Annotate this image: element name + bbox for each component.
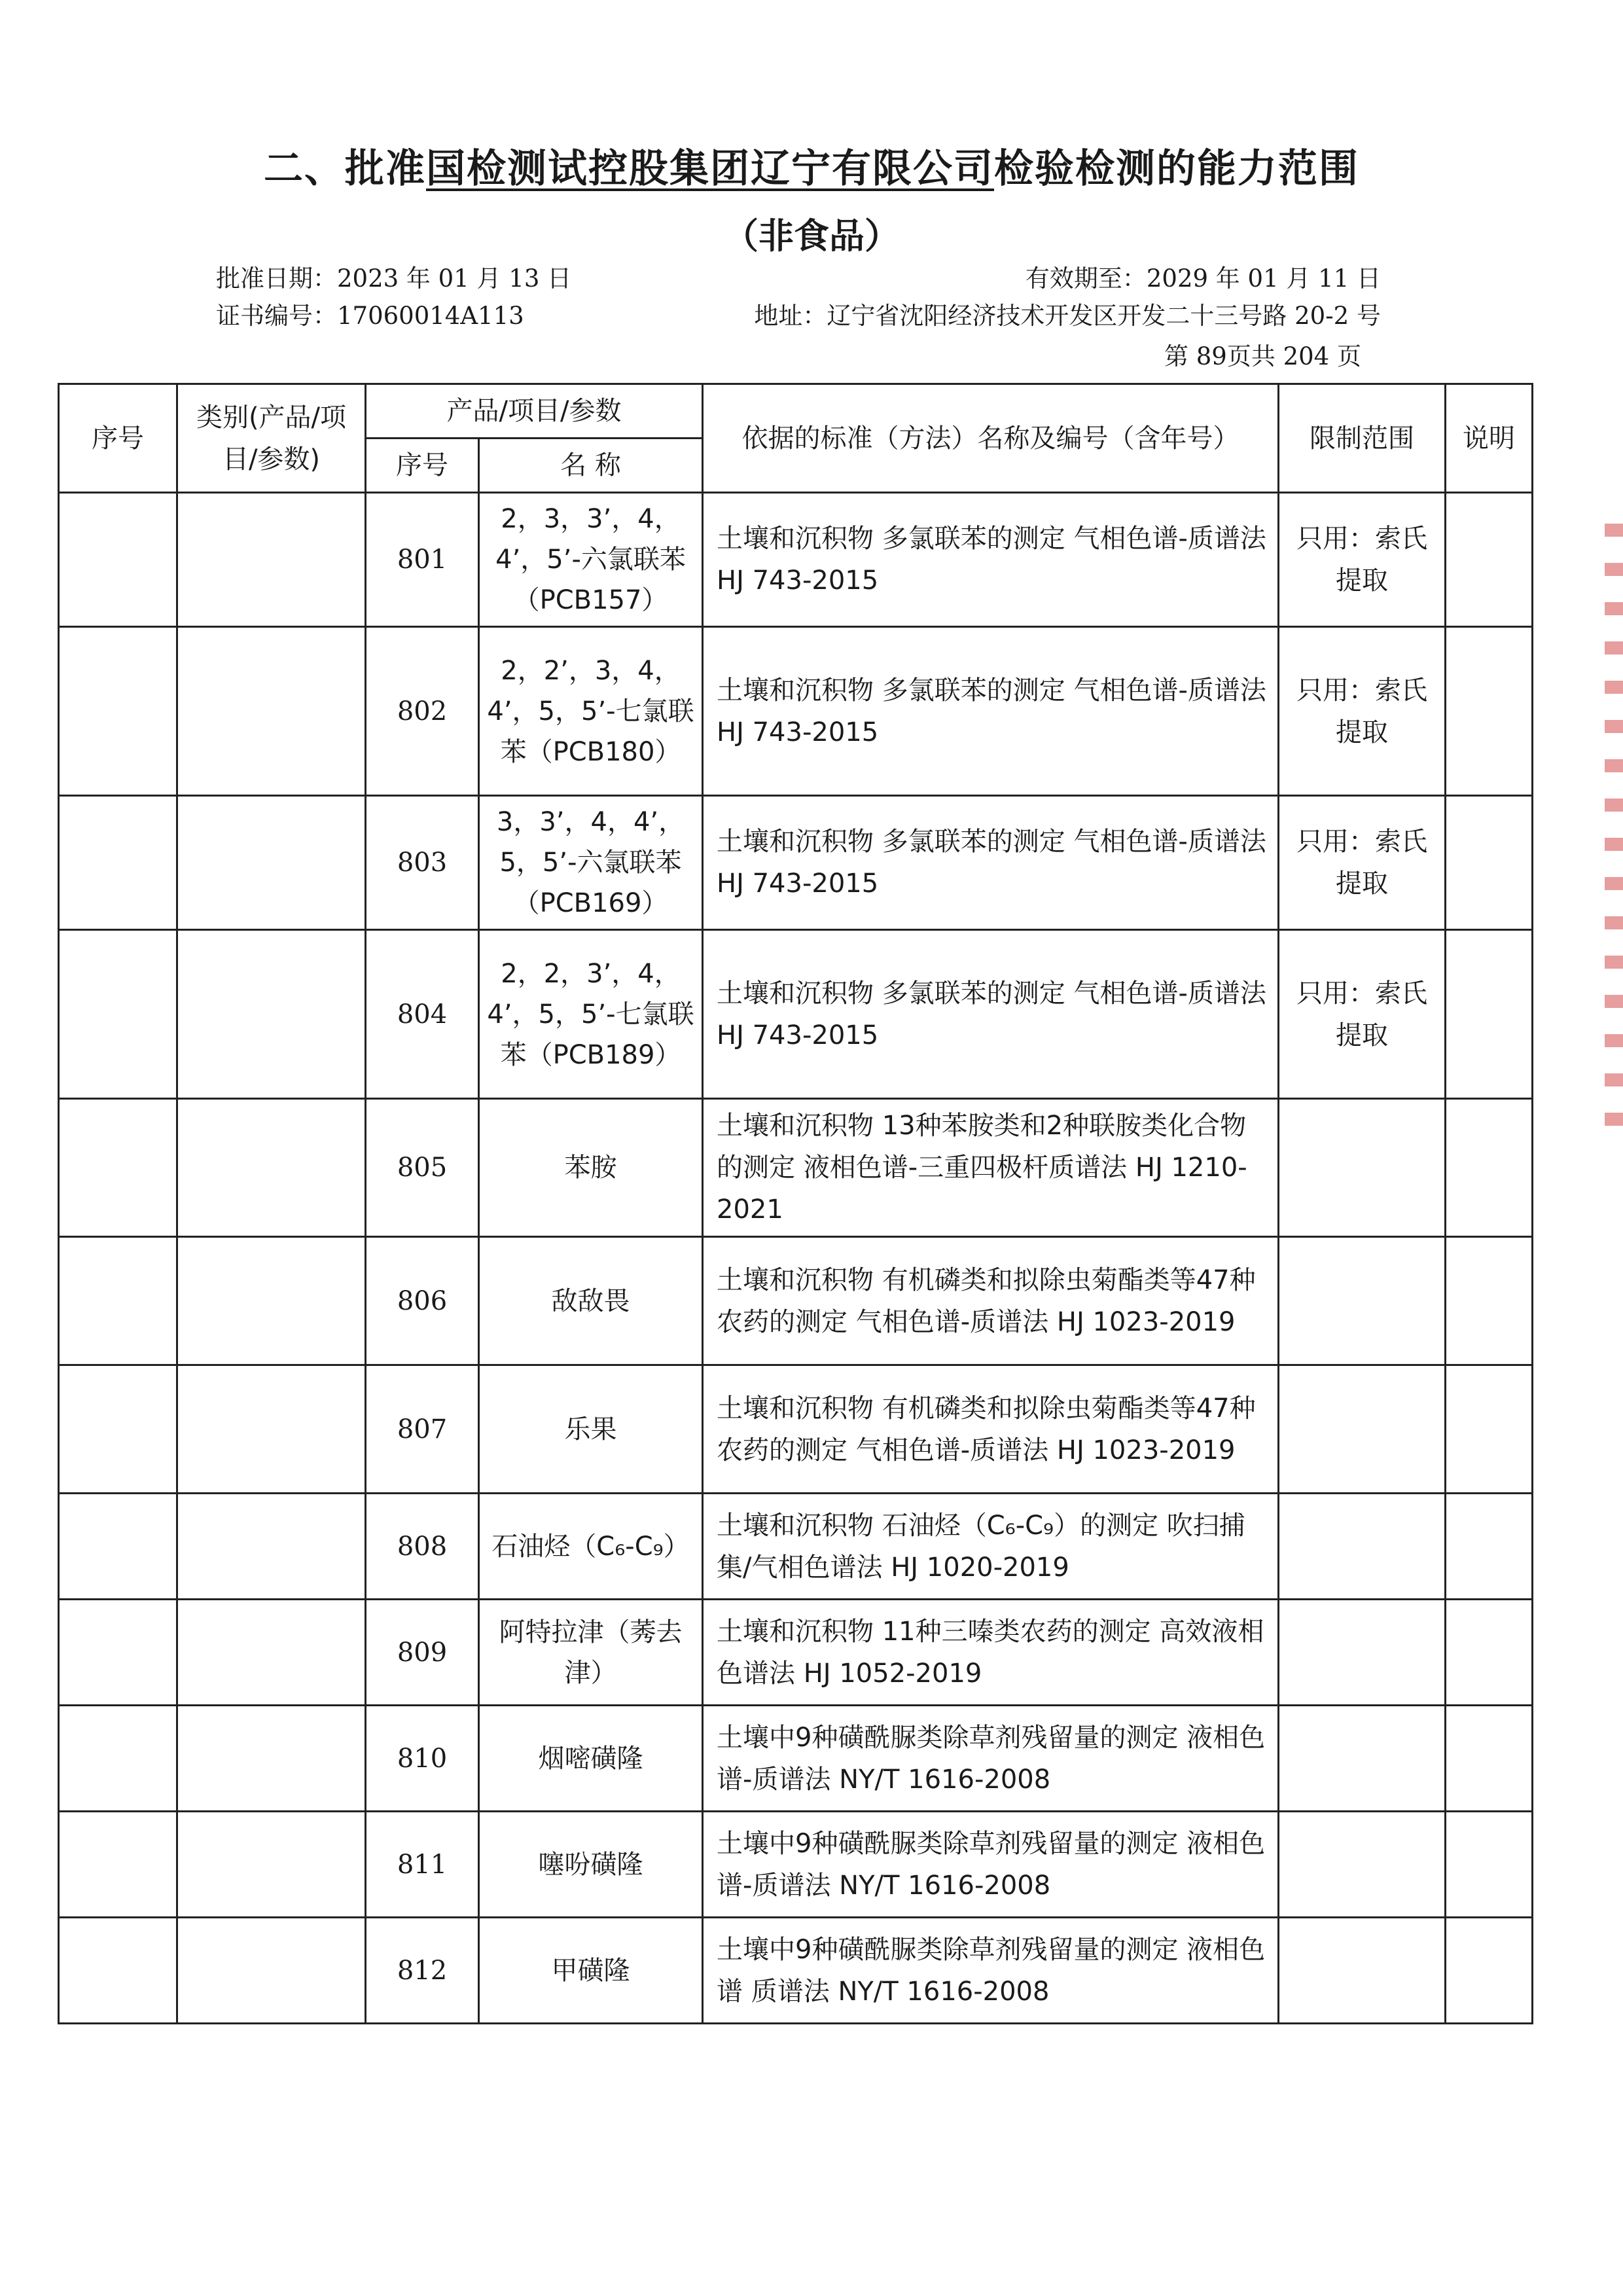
- table-row: [59, 627, 1533, 796]
- title-prefix: 二、批准: [264, 146, 426, 192]
- row-limit: 只用：索氏提取: [1279, 493, 1446, 627]
- table-row: [59, 1365, 1533, 1494]
- row-seq: [59, 1812, 177, 1918]
- table-row: [59, 1812, 1533, 1918]
- row-category: [177, 930, 366, 1099]
- row-seq: [59, 627, 177, 796]
- row-item-number: 801: [366, 493, 479, 627]
- title-suffix: 检验检测的能力范围: [994, 146, 1359, 192]
- row-item-name: 甲磺隆: [479, 1918, 703, 2024]
- row-category: [177, 1600, 366, 1706]
- row-note: [1446, 627, 1533, 796]
- row-seq: [59, 930, 177, 1099]
- scope-table: [58, 383, 1533, 2024]
- seal-edge-mark: [1605, 497, 1623, 1152]
- row-standard: 土壤和沉积物 石油烃（C₆-C₉）的测定 吹扫捕集/气相色谱法 HJ 1020-2019: [703, 1494, 1279, 1600]
- row-item-name: 阿特拉津（莠去津）: [479, 1600, 703, 1706]
- header-limit: 限制范围: [1279, 384, 1446, 493]
- row-seq: [59, 1918, 177, 2024]
- valid-until: 有效期至：2029 年 01 月 11 日: [1025, 264, 1381, 293]
- table-row: [59, 930, 1533, 1099]
- table-row: [59, 796, 1533, 930]
- approval-date: 批准日期：2023 年 01 月 13 日: [216, 264, 572, 293]
- row-note: [1446, 1365, 1533, 1494]
- row-note: [1446, 796, 1533, 930]
- row-standard: 土壤和沉积物 多氯联苯的测定 气相色谱-质谱法 HJ 743-2015: [703, 493, 1279, 627]
- page-subtitle: （非食品）: [723, 215, 900, 257]
- header-product-group: 产品/项目/参数: [366, 384, 703, 439]
- table-row: [59, 1494, 1533, 1600]
- row-category: [177, 1237, 366, 1365]
- row-item-name: 2，2’，3，4，4’，5，5’-七氯联苯（PCB180）: [479, 627, 703, 796]
- row-limit: [1279, 1365, 1446, 1494]
- row-limit: 只用：索氏提取: [1279, 930, 1446, 1099]
- table-row: [59, 1237, 1533, 1365]
- row-item-number: 806: [366, 1237, 479, 1365]
- row-note: [1446, 1494, 1533, 1600]
- row-category: [177, 1099, 366, 1237]
- table-row: [59, 1918, 1533, 2024]
- row-standard: 土壤和沉积物 多氯联苯的测定 气相色谱-质谱法 HJ 743-2015: [703, 930, 1279, 1099]
- row-note: [1446, 1918, 1533, 2024]
- row-category: [177, 1918, 366, 2024]
- row-category: [177, 627, 366, 796]
- row-note: [1446, 1099, 1533, 1237]
- row-item-name: 噻吩磺隆: [479, 1812, 703, 1918]
- row-item-name: 苯胺: [479, 1099, 703, 1237]
- page-info: 第 89页共 204 页: [1164, 342, 1361, 370]
- header-sub-name: 名 称: [479, 439, 703, 493]
- row-standard: 土壤和沉积物 有机磷类和拟除虫菊酯类等47种农药的测定 气相色谱-质谱法 HJ 1023-2019: [703, 1365, 1279, 1494]
- row-item-number: 810: [366, 1706, 479, 1812]
- header-sub-seq: 序号: [366, 439, 479, 493]
- header-seq: 序号: [59, 384, 177, 493]
- table-row: [59, 1706, 1533, 1812]
- address: 地址：辽宁省沈阳经济技术开发区开发二十三号路 20-2 号: [754, 302, 1381, 330]
- header-category: 类别(产品/项目/参数): [177, 384, 366, 493]
- row-limit: [1279, 1237, 1446, 1365]
- row-standard: 土壤和沉积物 13种苯胺类和2种联胺类化合物的测定 液相色谱-三重四极杆质谱法 HJ 1210-2021: [703, 1099, 1279, 1237]
- row-limit: [1279, 1918, 1446, 2024]
- row-standard: 土壤和沉积物 多氯联苯的测定 气相色谱-质谱法 HJ 743-2015: [703, 627, 1279, 796]
- row-seq: [59, 1600, 177, 1706]
- row-item-number: 809: [366, 1600, 479, 1706]
- row-item-name: 2，3，3’，4，4’，5’-六氯联苯（PCB157）: [479, 493, 703, 627]
- row-standard: 土壤和沉积物 11种三嗪类农药的测定 高效液相色谱法 HJ 1052-2019: [703, 1600, 1279, 1706]
- row-seq: [59, 796, 177, 930]
- row-seq: [59, 1706, 177, 1812]
- row-item-number: 811: [366, 1812, 479, 1918]
- row-item-number: 804: [366, 930, 479, 1099]
- row-standard: 土壤中9种磺酰脲类除草剂残留量的测定 液相色谱-质谱法 NY/T 1616-2008: [703, 1812, 1279, 1918]
- row-item-number: 812: [366, 1918, 479, 2024]
- row-seq: [59, 493, 177, 627]
- row-limit: [1279, 1099, 1446, 1237]
- row-note: [1446, 930, 1533, 1099]
- row-item-name: 3，3’，4，4’，5，5’-六氯联苯（PCB169）: [479, 796, 703, 930]
- row-category: [177, 1494, 366, 1600]
- row-category: [177, 1365, 366, 1494]
- row-item-name: 2，2，3’，4，4’，5，5’-七氯联苯（PCB189）: [479, 930, 703, 1099]
- row-category: [177, 1812, 366, 1918]
- title-org: 国检测试控股集团辽宁有限公司: [426, 146, 994, 192]
- row-limit: [1279, 1812, 1446, 1918]
- row-standard: 土壤和沉积物 多氯联苯的测定 气相色谱-质谱法 HJ 743-2015: [703, 796, 1279, 930]
- row-seq: [59, 1099, 177, 1237]
- row-category: [177, 796, 366, 930]
- row-item-name: 敌敌畏: [479, 1237, 703, 1365]
- row-note: [1446, 1600, 1533, 1706]
- row-standard: 土壤中9种磺酰脲类除草剂残留量的测定 液相色谱-质谱法 NY/T 1616-2008: [703, 1706, 1279, 1812]
- row-limit: [1279, 1706, 1446, 1812]
- row-category: [177, 493, 366, 627]
- header-standard: 依据的标准（方法）名称及编号（含年号）: [703, 384, 1279, 493]
- row-seq: [59, 1365, 177, 1494]
- table-row: [59, 1600, 1533, 1706]
- row-note: [1446, 1237, 1533, 1365]
- header-note: 说明: [1446, 384, 1533, 493]
- table-body: [59, 493, 1533, 2024]
- row-note: [1446, 1812, 1533, 1918]
- row-note: [1446, 493, 1533, 627]
- row-item-number: 802: [366, 627, 479, 796]
- row-note: [1446, 1706, 1533, 1812]
- row-item-name: 石油烃（C₆-C₉）: [479, 1494, 703, 1600]
- row-limit: [1279, 1600, 1446, 1706]
- row-limit: 只用：索氏提取: [1279, 627, 1446, 796]
- certificate-number: 证书编号：17060014A113: [216, 302, 524, 330]
- row-item-number: 807: [366, 1365, 479, 1494]
- row-item-number: 805: [366, 1099, 479, 1237]
- row-item-name: 乐果: [479, 1365, 703, 1494]
- row-limit: 只用：索氏提取: [1279, 796, 1446, 930]
- row-limit: [1279, 1494, 1446, 1600]
- row-item-name: 烟嘧磺隆: [479, 1706, 703, 1812]
- row-standard: 土壤中9种磺酰脲类除草剂残留量的测定 液相色谱 质谱法 NY/T 1616-2008: [703, 1918, 1279, 2024]
- row-item-number: 808: [366, 1494, 479, 1600]
- page-title: [0, 137, 1623, 194]
- row-category: [177, 1706, 366, 1812]
- row-seq: [59, 1237, 177, 1365]
- row-seq: [59, 1494, 177, 1600]
- row-item-number: 803: [366, 796, 479, 930]
- row-standard: 土壤和沉积物 有机磷类和拟除虫菊酯类等47种农药的测定 气相色谱-质谱法 HJ 1023-2019: [703, 1237, 1279, 1365]
- table-row: [59, 493, 1533, 627]
- table-row: [59, 1099, 1533, 1237]
